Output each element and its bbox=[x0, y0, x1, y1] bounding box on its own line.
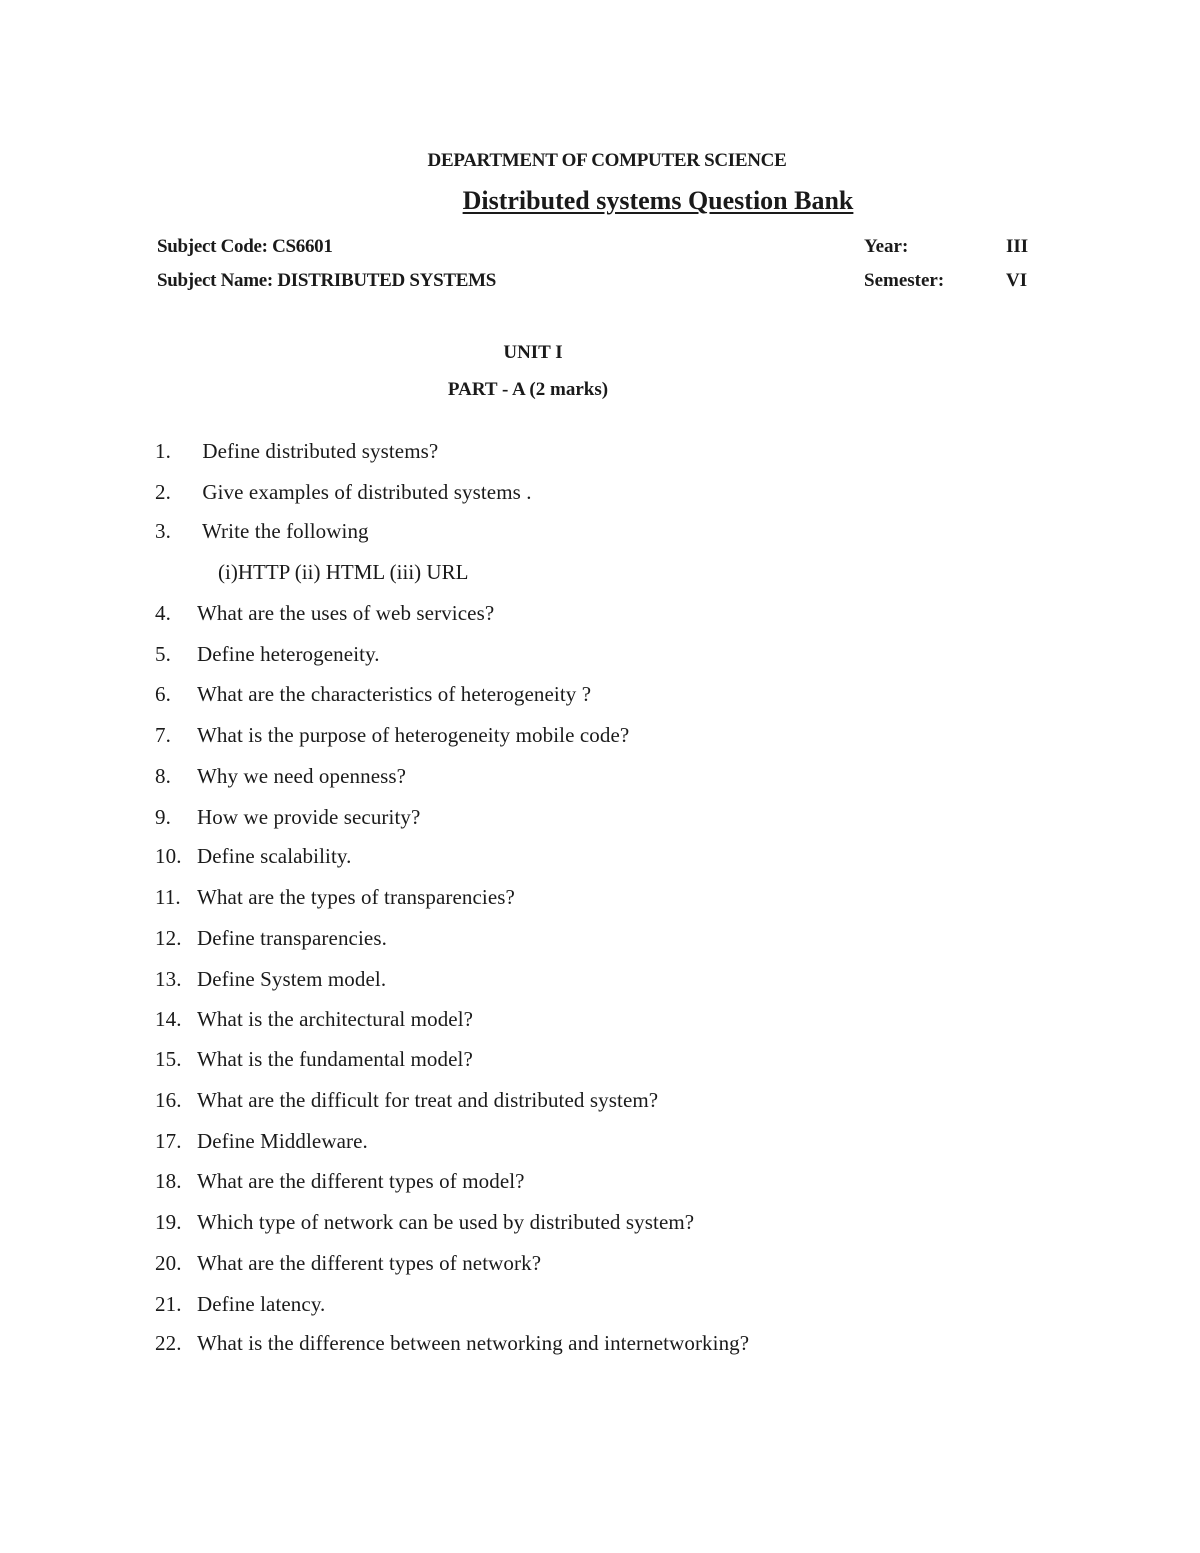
question-item bbox=[155, 601, 494, 626]
question-item bbox=[155, 642, 380, 667]
question-text: What is the difference between networking and internetworking? bbox=[197, 1331, 750, 1355]
question-item bbox=[155, 519, 369, 544]
question-item bbox=[155, 1251, 541, 1276]
question-text: What are the types of transparencies? bbox=[197, 885, 515, 909]
question-item bbox=[155, 1331, 749, 1356]
question-number: 17. bbox=[155, 1129, 182, 1153]
question-text: Define scalability. bbox=[197, 844, 352, 868]
question-number: 5. bbox=[155, 642, 171, 666]
semester-value: VI bbox=[1006, 270, 1028, 291]
year-label: Year: bbox=[864, 236, 909, 257]
question-text: What is the fundamental model? bbox=[197, 1047, 473, 1071]
question-number: 9. bbox=[155, 805, 171, 829]
question-text: What is the architectural model? bbox=[197, 1007, 474, 1031]
question-item bbox=[155, 1210, 694, 1235]
question-number: 4. bbox=[155, 601, 171, 625]
question-item bbox=[155, 682, 591, 707]
question-text: Define distributed systems? bbox=[197, 439, 439, 463]
question-item bbox=[155, 805, 420, 830]
question-number: 8. bbox=[155, 764, 171, 788]
question-number: 15. bbox=[155, 1047, 182, 1071]
question-item bbox=[155, 480, 532, 505]
question-number: 11. bbox=[155, 885, 181, 909]
question-item bbox=[155, 1169, 525, 1194]
question-text: Write the following bbox=[197, 519, 369, 543]
part-heading: PART - A (2 marks) bbox=[447, 379, 609, 400]
question-number: 21. bbox=[155, 1292, 182, 1316]
question-item bbox=[155, 1129, 368, 1154]
question-text: Define transparencies. bbox=[197, 926, 387, 950]
question-number: 3. bbox=[155, 519, 171, 543]
document-title: Distributed systems Question Bank bbox=[462, 186, 854, 215]
question-number: 1. bbox=[155, 439, 171, 463]
question-number: 2. bbox=[155, 480, 171, 504]
question-number: 14. bbox=[155, 1007, 182, 1031]
question-item bbox=[155, 439, 438, 464]
question-number: 13. bbox=[155, 967, 182, 991]
question-text: How we provide security? bbox=[197, 805, 421, 829]
question-text: What are the different types of model? bbox=[197, 1169, 525, 1193]
question-text: What is the purpose of heterogeneity mobile code? bbox=[197, 723, 630, 747]
question-item bbox=[155, 1007, 473, 1032]
question-item bbox=[155, 1292, 325, 1317]
question-text: Which type of network can be used by distributed system? bbox=[197, 1210, 695, 1234]
question-text: Give examples of distributed systems . bbox=[197, 480, 532, 504]
unit-heading: UNIT I bbox=[503, 342, 563, 363]
question-item bbox=[155, 1047, 473, 1072]
question-item bbox=[155, 885, 515, 910]
question-text: What are the characteristics of heterogeneity ? bbox=[197, 682, 592, 706]
question-number: 20. bbox=[155, 1251, 182, 1275]
subject-name: Subject Name: DISTRIBUTED SYSTEMS bbox=[157, 270, 497, 291]
question-item bbox=[155, 723, 629, 748]
question-text: Why we need openness? bbox=[197, 764, 407, 788]
question-text: Define heterogeneity. bbox=[197, 642, 380, 666]
question-text: Define System model. bbox=[197, 967, 387, 991]
question-number: 6. bbox=[155, 682, 171, 706]
question-item bbox=[155, 926, 387, 951]
question-number: 12. bbox=[155, 926, 182, 950]
question-number: 10. bbox=[155, 844, 182, 868]
question-item bbox=[155, 764, 406, 789]
question-item bbox=[155, 967, 386, 992]
question-number: 22. bbox=[155, 1331, 182, 1355]
question-text: What are the uses of web services? bbox=[197, 601, 495, 625]
question-text: What are the difficult for treat and distributed system? bbox=[197, 1088, 659, 1112]
question-item bbox=[155, 1088, 658, 1113]
question-number: 16. bbox=[155, 1088, 182, 1112]
department-heading: DEPARTMENT OF COMPUTER SCIENCE bbox=[427, 150, 787, 171]
subject-code: Subject Code: CS6601 bbox=[157, 236, 333, 257]
year-value: III bbox=[1006, 236, 1029, 257]
question-text: Define Middleware. bbox=[197, 1129, 368, 1153]
question-3-subitems: (i)HTTP (ii) HTML (iii) URL bbox=[218, 560, 469, 584]
question-text: What are the different types of network? bbox=[197, 1251, 542, 1275]
question-item bbox=[155, 844, 351, 869]
question-text: Define latency. bbox=[197, 1292, 326, 1316]
question-number: 18. bbox=[155, 1169, 182, 1193]
question-number: 19. bbox=[155, 1210, 182, 1234]
semester-label: Semester: bbox=[864, 270, 945, 291]
question-number: 7. bbox=[155, 723, 171, 747]
